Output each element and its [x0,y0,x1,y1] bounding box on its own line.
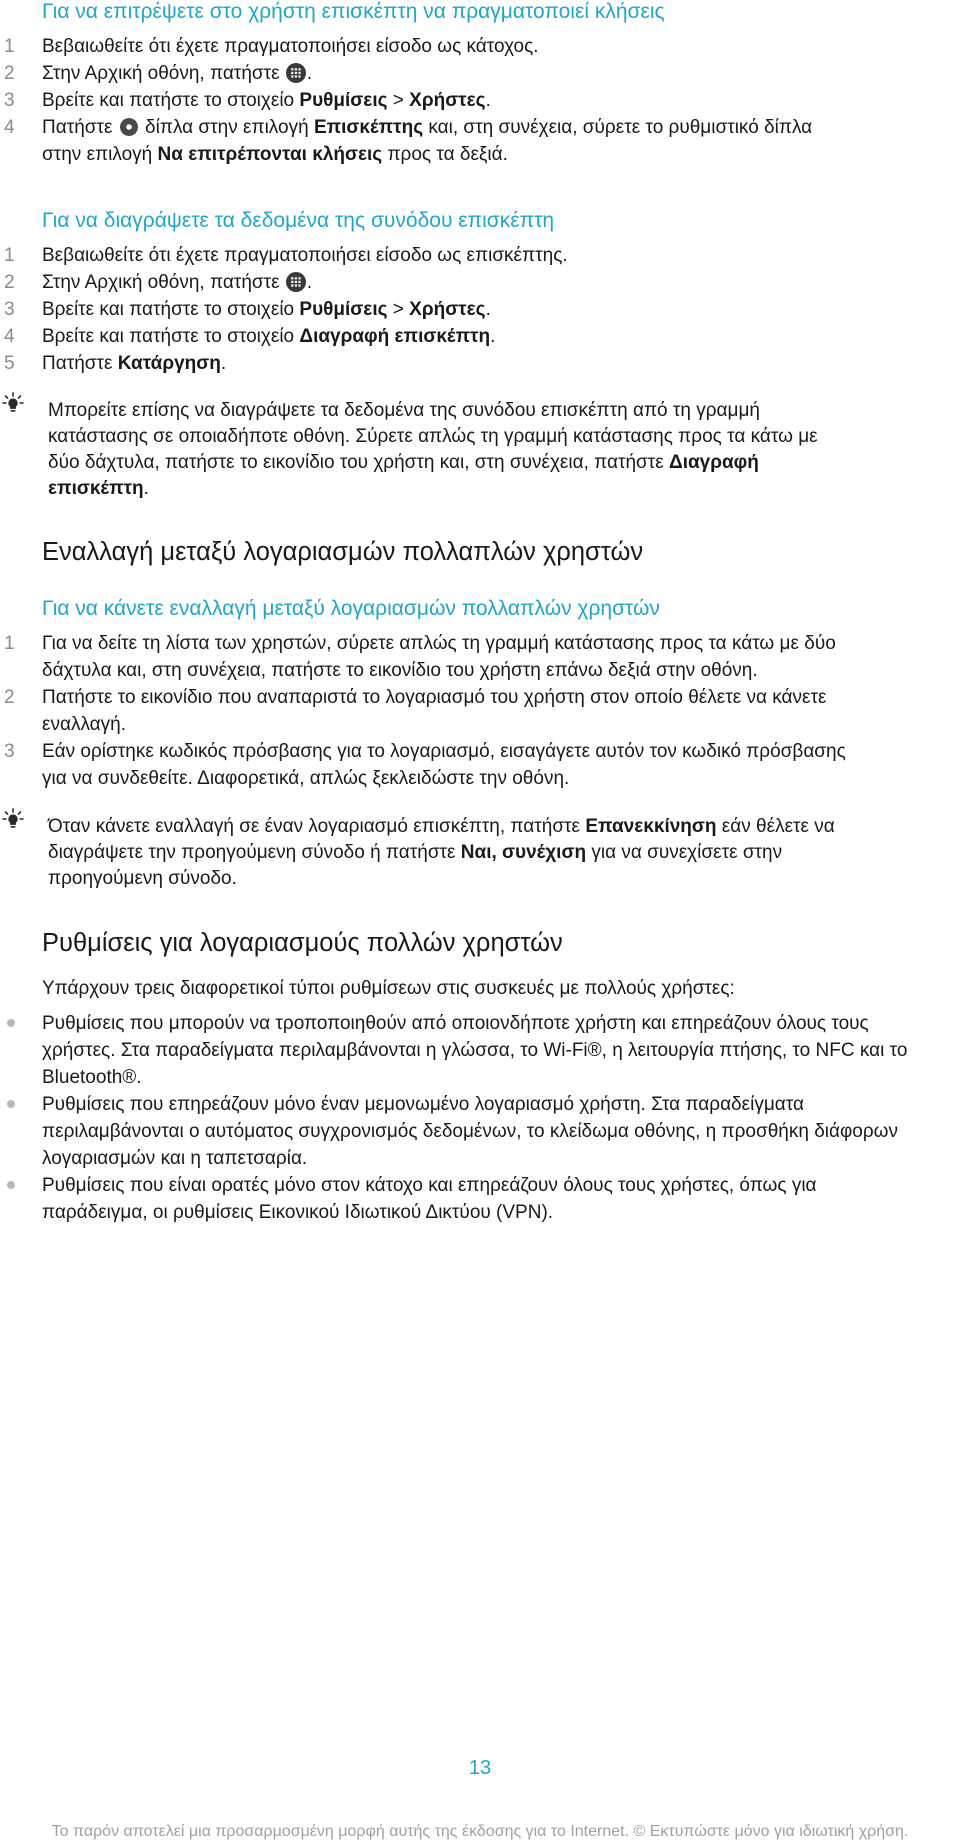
tip-bold-term: Ναι, συνέχιση [460,842,587,863]
option-allow-calls: Να επιτρέπονται κλήσεις [157,144,383,165]
bullet-text: Ρυθμίσεις που μπορούν να τροποποιηθούν από οποιονδήποτε χρήστη και επηρεάζουν όλους τους [42,1013,869,1034]
bullet-dot [7,1100,15,1108]
step-text-part: . [306,272,313,293]
step-text-part: Στην Αρχική οθόνη, πατήστε [42,272,285,293]
step-text [42,87,491,114]
footer-note: Το παρόν αποτελεί μια προσαρμοσμένη μορφή αυτής της έκδοσης για το Internet. © Εκτυπώστε μόνο για ιδιωτική χρήση. [51,1823,909,1840]
tip-text-part: διαγράψετε την προηγούμενη σύνοδο ή πατήστε [48,842,461,863]
tip-text-part: εάν θέλετε να [716,816,835,837]
step-number: 3 [4,299,15,320]
menu-item-users: Χρήστες [409,299,486,320]
step-number: 4 [4,117,15,138]
step-number: 5 [4,353,15,374]
menu-item-delete-guest: Διαγραφή επισκέπτη [299,326,491,347]
tip-bold-term: Διαγραφή [669,452,759,473]
step-number: 1 [4,36,15,57]
tip-bold-term: Επανεκκίνηση [585,816,717,837]
lightbulb-icon [2,808,24,830]
step-text-part: Βρείτε και πατήστε το στοιχείο [42,90,300,111]
lightbulb-icon [2,392,24,414]
menu-item-settings: Ρυθμίσεις [299,299,388,320]
step-text-part: . [485,90,491,111]
tip-text [48,840,782,866]
tip-text [48,814,835,840]
step-text [42,350,226,377]
step-text-part: . [220,353,227,374]
step-number: 2 [4,687,15,708]
tip-text-part: Όταν κάνετε εναλλαγή σε έναν λογαριασμό επισκέπτη, πατήστε [48,816,586,837]
step-text [42,296,491,323]
step-text: Εάν ορίστηκε κωδικός πρόσβασης για το λογαριασμό, εισαγάγετε αυτόν τον κωδικό πρόσβασης [42,741,846,762]
tip-text: Μπορείτε επίσης να διαγράψετε τα δεδομένα της συνόδου επισκέπτη από τη γραμμή [48,400,760,421]
step-number: 2 [4,63,15,84]
step-text-part: δίπλα στην επιλογή [139,117,314,138]
tip-text [48,476,149,502]
step-text-part: Πατήστε [42,117,118,138]
step-text-part: στην επιλογή [42,144,158,165]
step-text-part: > [387,299,410,320]
section-heading-switch-accounts: Για να κάνετε εναλλαγή μεταξύ λογαριασμών πολλαπλών χρηστών [42,597,660,620]
step-number: 4 [4,326,15,347]
bullet-dot [7,1019,15,1027]
apps-grid-icon [286,272,306,292]
step-number: 1 [4,633,15,654]
tip-text [48,450,759,476]
step-text-continued: για να συνδεθείτε. Διαφορετικά, απλώς ξεκλειδώστε την οθόνη. [42,768,570,789]
menu-item-users: Χρήστες [409,90,486,111]
button-label-remove: Κατάργηση [117,353,221,374]
step-text: Βεβαιωθείτε ότι έχετε πραγματοποιήσει είσοδο ως κάτοχος. [42,36,539,57]
step-text [42,323,495,350]
bullet-text: Ρυθμίσεις που είναι ορατές μόνο στον κάτοχο και επηρεάζουν όλους τους χρήστες, όπως για [42,1175,817,1196]
step-text-part: Πατήστε [42,353,118,374]
tip-text-part: δύο δάχτυλα, πατήστε το εικονίδιο του χρήστη και, στη συνέχεια, πατήστε [48,452,670,473]
step-text-continued: δάχτυλα και, στη συνέχεια, πατήστε το εικονίδιο του χρήστη επάνω δεξιά στην οθόνη. [42,660,758,681]
step-text-part: . [306,63,313,84]
step-text [42,114,812,141]
step-text-part: προς τα δεξιά. [382,144,508,165]
section-heading-delete-guest-data: Για να διαγράψετε τα δεδομένα της συνόδου επισκέπτη [42,209,555,232]
bullet-text: περιλαμβάνονται ο αυτόματος συγχρονισμός δεδομένων, το κλείδωμα οθόνης, η προσθήκη διάφορων [42,1121,899,1142]
tip-text-part: για να συνεχίσετε στην [586,842,783,863]
step-text [42,60,312,87]
step-text-part: Βρείτε και πατήστε το στοιχείο [42,326,300,347]
step-text-part: Βρείτε και πατήστε το στοιχείο [42,299,300,320]
step-number: 2 [4,272,15,293]
tip-text-part: . [143,478,149,499]
step-text-part: Στην Αρχική οθόνη, πατήστε [42,63,285,84]
step-number: 3 [4,741,15,762]
tip-text: κατάστασης σε οποιαδήποτε οθόνη. Σύρετε απλώς τη γραμμή κατάστασης προς τα κάτω με [48,426,818,447]
bullet-text: Ρυθμίσεις που επηρεάζουν μόνο έναν μεμονωμένο λογαριασμό χρήστη. Στα παραδείγματα [42,1094,804,1115]
menu-item-settings: Ρυθμίσεις [299,90,388,111]
tip-text: προηγούμενη σύνοδο. [48,868,237,889]
step-text-part: . [490,326,496,347]
gear-icon [119,117,139,137]
step-text [42,269,312,296]
step-number: 3 [4,90,15,111]
section-heading-allow-calls: Για να επιτρέψετε στο χρήστη επισκέπτη να πραγματοποιεί κλήσεις [42,0,665,23]
step-text: Πατήστε το εικονίδιο που αναπαριστά το λογαριασμό του χρήστη στον οποίο θέλετε να κάνετε [42,687,827,708]
step-text-continued [42,141,508,168]
page-number: 13 [468,1757,492,1779]
step-text-part: . [485,299,491,320]
section-title-multi-user-settings: Ρυθμίσεις για λογαριασμούς πολλών χρηστών [42,929,563,957]
section-title-switch-accounts: Εναλλαγή μεταξύ λογαριασμών πολλαπλών χρηστών [42,538,644,566]
step-text-part: και, στη συνέχεια, σύρετε το ρυθμιστικό δίπλα [423,117,813,138]
step-text-continued: εναλλαγή. [42,714,126,735]
step-text-part: > [387,90,410,111]
bullet-text: παράδειγμα, οι ρυθμίσεις Εικονικού Ιδιωτικού Δικτύου (VPN). [42,1202,554,1223]
option-guest: Επισκέπτης [313,117,424,138]
bullet-text: χρήστες. Στα παραδείγματα περιλαμβάνονται η γλώσσα, το Wi-Fi®, η λειτουργία πτήσης, το NFC και το [42,1040,908,1061]
step-number: 1 [4,245,15,266]
apps-grid-icon [286,63,306,83]
intro-text: Υπάρχουν τρεις διαφορετικοί τύποι ρυθμίσεων στις συσκευές με πολλούς χρήστες: [42,978,735,999]
bullet-dot [7,1181,15,1189]
bullet-text: λογαριασμών και η ταπετσαρία. [42,1148,308,1169]
bullet-text: Bluetooth®. [42,1067,142,1088]
step-text: Βεβαιωθείτε ότι έχετε πραγματοποιήσει είσοδο ως επισκέπτης. [42,245,568,266]
step-text: Για να δείτε τη λίστα των χρηστών, σύρετε απλώς τη γραμμή κατάστασης προς τα κάτω με δύο [42,633,836,654]
tip-bold-term: επισκέπτη [48,478,144,499]
